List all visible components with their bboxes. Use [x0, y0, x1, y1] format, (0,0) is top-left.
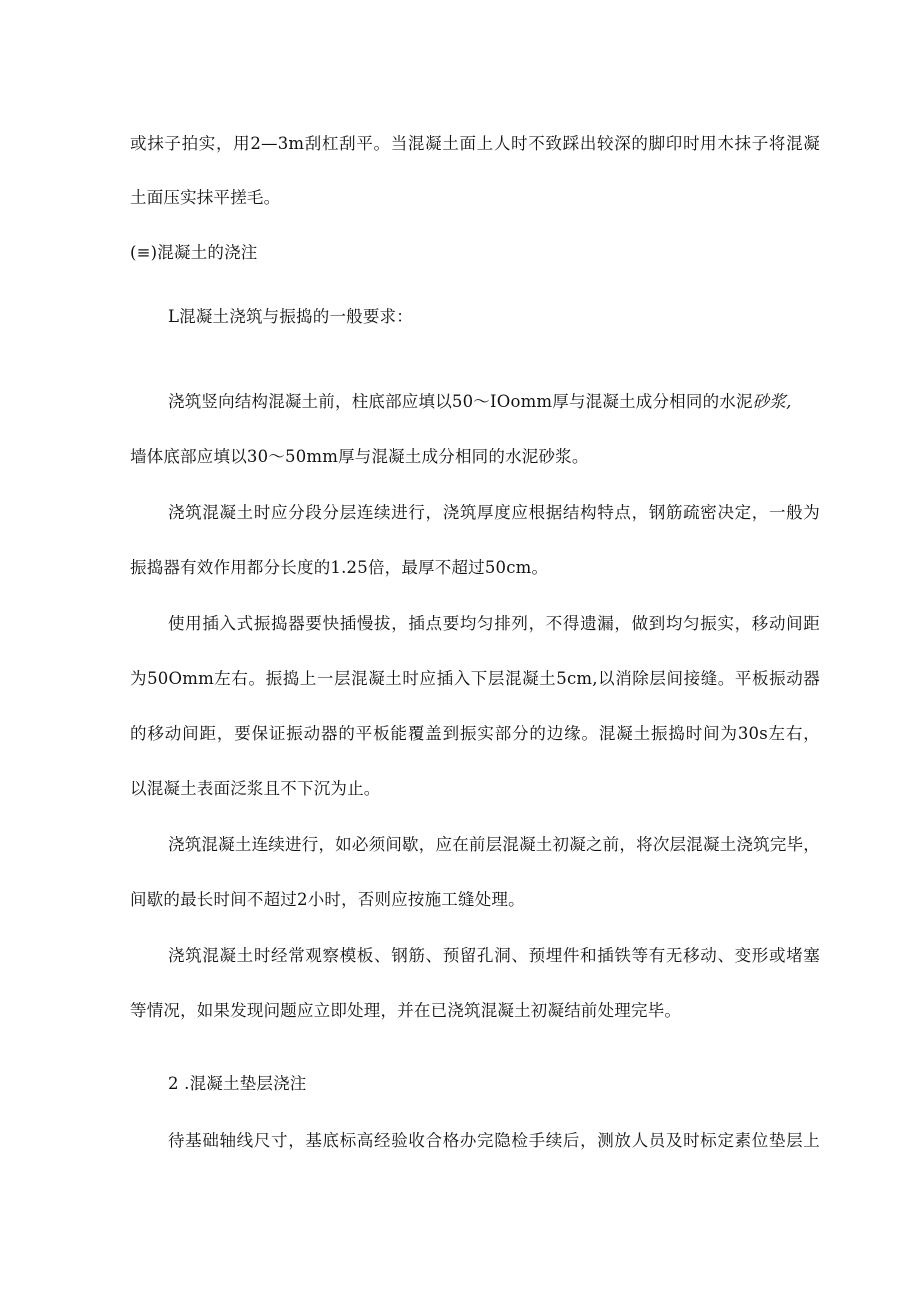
paragraph-line: 的移动间距，要保证振动器的平板能覆盖到振实部分的边缘。混凝土振捣时间为30s左右，: [130, 724, 820, 743]
paragraph-line: 土面压实抹平搓毛。: [130, 188, 281, 207]
paragraph-line: 为50Omm左右。振捣上一层混凝土时应插入下层混凝土5cm,以消除层间接缝。平板振动器: [130, 669, 820, 688]
paragraph-line: 等情况，如果发现问题应立即处理，并在已浇筑混凝土初凝结前处理完毕。: [130, 1001, 682, 1020]
paragraph-line: 墙体底部应填以30～50mm厚与混凝土成分相同的水泥砂浆。: [130, 447, 589, 466]
section-heading: (≡)混凝土的浇注: [130, 243, 258, 262]
subsection-heading: 2 .混凝土垫层浇注: [168, 1074, 307, 1093]
paragraph-line: [168, 391, 820, 413]
paragraph-line: 或抹子拍实，用2—3m刮杠刮平。当混凝土面上人时不致踩出较深的脚印时用木抹子将混凝: [130, 134, 820, 153]
paragraph-text: 浇筑竖向结构混凝土前，柱底部应填以50～IOomm厚与混凝土成分相同的水泥: [168, 392, 753, 411]
paragraph-line: 浇筑混凝土时应分段分层连续进行，浇筑厚度应根据结构特点，钢筋疏密决定，一般为: [168, 503, 820, 522]
paragraph-line: 浇筑混凝土时经常观察模板、钢筋、预留孔洞、预埋件和插铁等有无移动、变形或堵塞: [168, 946, 820, 965]
paragraph-line: 待基础轴线尺寸，基底标高经验收合格办完隐检手续后，测放人员及时标定素位垫层上: [168, 1131, 820, 1150]
paragraph-line: 以混凝土表面泛浆且不下沉为止。: [130, 779, 381, 798]
subsection-heading: L混凝土浇筑与振捣的一般要求：: [168, 307, 413, 326]
paragraph-line: 浇筑混凝土连续进行，如必须间歇，应在前层混凝土初凝之前，将次层混凝土浇筑完毕，: [168, 835, 820, 854]
paragraph-text-italic: 砂浆,: [752, 392, 792, 411]
paragraph-line: 间歇的最长时间不超过2小时，否则应按施工缝处理。: [130, 890, 525, 909]
paragraph-line: 使用插入式振捣器要快插慢拔，插点要均匀排列，不得遗漏，做到均匀振实，移动间距: [168, 614, 820, 633]
paragraph-line: 振捣器有效作用都分长度的1.25倍，最厚不超过50cm。: [130, 558, 549, 577]
